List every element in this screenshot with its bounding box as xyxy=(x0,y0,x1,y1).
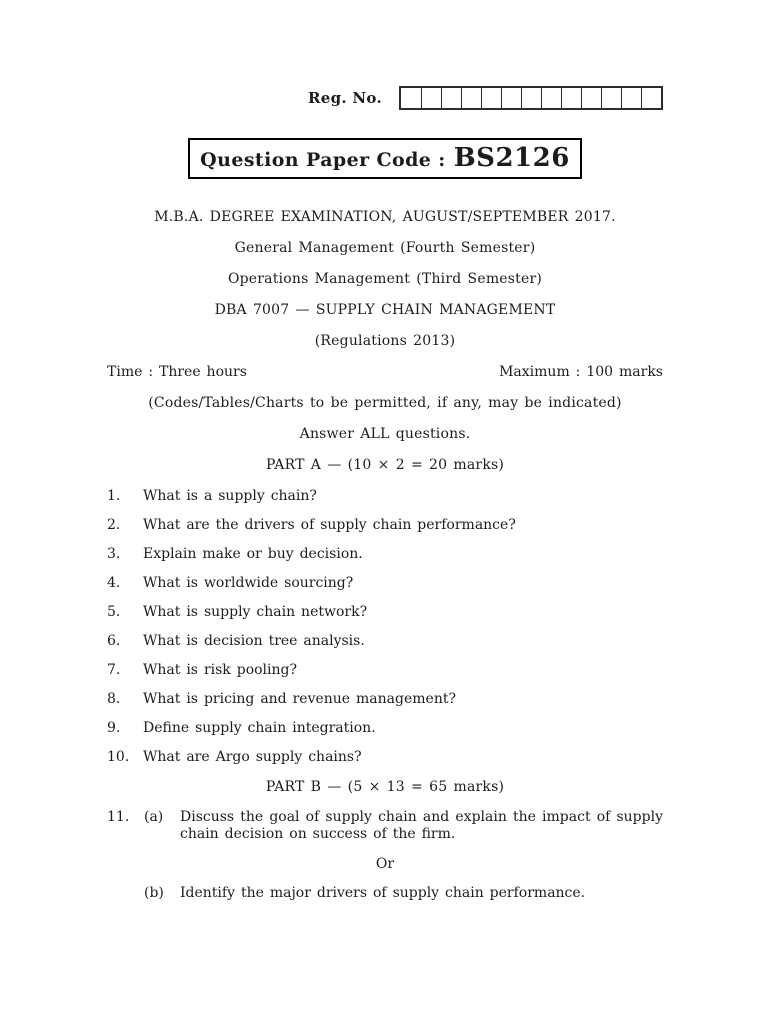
question-number: 10. xyxy=(107,749,130,765)
question-row-11a xyxy=(107,809,663,842)
question-number: 4. xyxy=(107,575,121,591)
question-row-4 xyxy=(107,575,663,591)
question-number: 8. xyxy=(107,691,121,707)
answer-instruction: Answer ALL questions. xyxy=(299,426,471,442)
reg-no-cell xyxy=(601,88,621,108)
program-line-2: Operations Management (Third Semester) xyxy=(227,271,543,287)
question-row-9 xyxy=(107,720,663,736)
question-row-11b xyxy=(107,885,663,902)
course-title: DBA 7007 — SUPPLY CHAIN MANAGEMENT xyxy=(214,302,556,318)
program-line-1: General Management (Fourth Semester) xyxy=(234,240,536,256)
part-a-questions xyxy=(107,488,663,765)
question-paper-code-box xyxy=(188,138,582,179)
question-text: What are the drivers of supply chain performance? xyxy=(143,517,516,533)
question-number: 2. xyxy=(107,517,121,533)
reg-no-cell xyxy=(441,88,461,108)
question-number: 5. xyxy=(107,604,121,620)
reg-no-cell xyxy=(561,88,581,108)
reg-no-label: Reg. No. xyxy=(307,89,382,107)
question-row-2 xyxy=(107,517,663,533)
reg-no-row xyxy=(107,86,663,110)
question-text: What is decision tree analysis. xyxy=(143,633,365,649)
question-number: 9. xyxy=(107,720,121,736)
reg-no-cell xyxy=(401,88,421,108)
reg-no-cell xyxy=(521,88,541,108)
question-row-8 xyxy=(107,691,663,707)
question-number-spacer xyxy=(107,885,144,902)
time-marks-row xyxy=(107,364,663,380)
or-separator: Or xyxy=(375,856,395,872)
question-paper-code-value: BS2126 xyxy=(453,143,570,173)
question-text: What is supply chain network? xyxy=(143,604,368,620)
question-text: What is worldwide sourcing? xyxy=(143,575,354,591)
page-content xyxy=(107,0,663,902)
question-text: What is a supply chain? xyxy=(143,488,317,504)
question-row-10 xyxy=(107,749,663,765)
question-text: What are Argo supply chains? xyxy=(143,749,362,765)
question-row-7 xyxy=(107,662,663,678)
question-text: Define supply chain integration. xyxy=(143,720,376,736)
exam-title: M.B.A. DEGREE EXAMINATION, AUGUST/SEPTEMBER 2017. xyxy=(154,209,616,225)
question-text: Discuss the goal of supply chain and explain the impact of supply chain decision on success of the firm. xyxy=(180,809,663,842)
reg-no-cell xyxy=(481,88,501,108)
question-row-6 xyxy=(107,633,663,649)
question-number: 6. xyxy=(107,633,121,649)
reg-no-cell xyxy=(581,88,601,108)
reg-no-cell xyxy=(641,88,661,108)
part-a-title: PART A — (10 × 2 = 20 marks) xyxy=(265,457,505,473)
option-label: (b) xyxy=(144,885,164,901)
reg-no-cell xyxy=(621,88,641,108)
option-label: (a) xyxy=(144,809,164,825)
question-text: What is risk pooling? xyxy=(143,662,297,678)
question-row-1 xyxy=(107,488,663,504)
maximum-marks-label: Maximum : 100 marks xyxy=(499,364,663,380)
reg-no-cell xyxy=(421,88,441,108)
question-number: 11. xyxy=(107,809,130,825)
reg-no-cell xyxy=(541,88,561,108)
time-label: Time : Three hours xyxy=(107,364,247,380)
question-text: Identify the major drivers of supply chain performance. xyxy=(180,885,586,901)
regulations-line: (Regulations 2013) xyxy=(314,333,456,349)
question-row-3 xyxy=(107,546,663,562)
question-row-5 xyxy=(107,604,663,620)
part-b-title: PART B — (5 × 13 = 65 marks) xyxy=(265,779,505,795)
question-number: 3. xyxy=(107,546,121,562)
question-text: What is pricing and revenue management? xyxy=(143,691,456,707)
question-text: Explain make or buy decision. xyxy=(143,546,363,562)
reg-no-cell xyxy=(461,88,481,108)
question-paper-code-label: Question Paper Code : xyxy=(200,149,446,171)
reg-no-grid xyxy=(399,86,663,110)
question-number: 1. xyxy=(107,488,121,504)
question-number: 7. xyxy=(107,662,121,678)
codes-note: (Codes/Tables/Charts to be permitted, if any, may be indicated) xyxy=(148,395,622,411)
reg-no-cell xyxy=(501,88,521,108)
